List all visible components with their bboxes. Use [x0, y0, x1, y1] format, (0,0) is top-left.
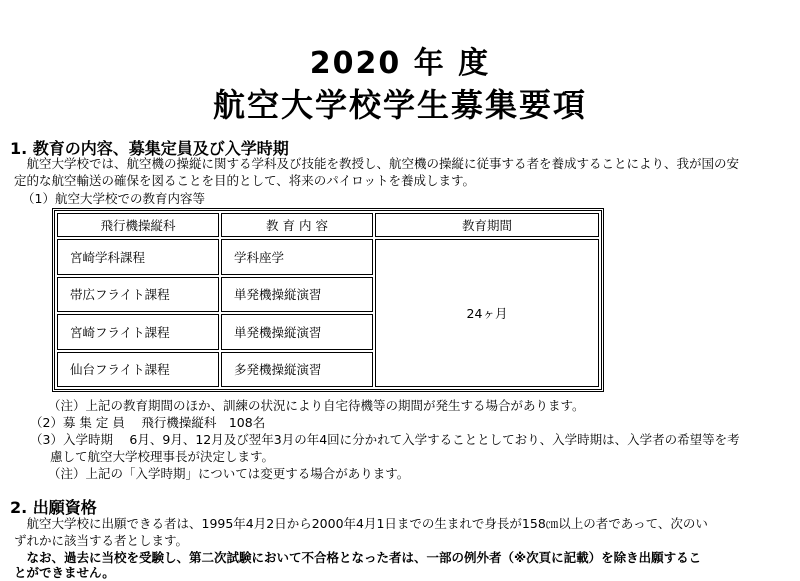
subsection1-label: （1）航空大学校での教育内容等: [22, 191, 205, 206]
title-year: 2020 年 度: [309, 46, 491, 81]
section1-intro-line2: 定的な航空輸送の確保を図ることを目的として、将来のパイロットを養成します。: [14, 173, 476, 188]
subsection3-admission-line1: （3）入学時期 6月、9月、12月及び翌年3月の年4回に分かれて入学することとしており、入学時期は、入学者の希望等を考: [30, 432, 740, 447]
section1-intro-line1: 航空大学校では、航空機の操縦に関する学科及び技能を教授し、航空機の操縦に従事する者を養成することにより、我が国の安: [14, 156, 740, 171]
note-education-period: （注）上記の教育期間のほか、訓練の状況により自宅待機等の期間が発生する場合があります。: [48, 398, 585, 413]
table-header-period: 教育期間: [375, 213, 599, 237]
education-table: [52, 208, 604, 392]
table-row-content: 学科座学: [221, 239, 373, 275]
table-row-course: 宮崎学科課程: [57, 239, 219, 275]
section2-line4: とができません。: [14, 565, 115, 580]
table-period: 24ヶ月: [375, 239, 599, 387]
table-row-content: 単発機操縦演習: [221, 277, 373, 313]
section2-line3: なお、過去に当校を受験し、第二次試験において不合格となった者は、一部の例外者（※次頁に記載）を除き出願するこ: [14, 550, 702, 565]
table-header-course: 飛行機操縦科: [57, 213, 219, 237]
table-row-content: 多発機操縦演習: [221, 352, 373, 388]
section2-heading: 2. 出願資格: [10, 498, 97, 517]
table-row-course: 仙台フライト課程: [57, 352, 219, 388]
section2-line2: ずれかに該当する者とします。: [14, 533, 189, 548]
section2-line1: 航空大学校に出願できる者は、1995年4月2日から2000年4月1日までの生まれで身長が158㎝以上の者であって、次のい: [14, 516, 708, 531]
subsection3-admission-line2: 慮して航空大学校理事長が決定します。: [50, 449, 275, 464]
table-header-content: 教 育 内 容: [221, 213, 373, 237]
table-row-content: 単発機操縦演習: [221, 314, 373, 350]
table-row-course: 宮崎フライト課程: [57, 314, 219, 350]
page-title: 航空大学校学生募集要項: [212, 86, 587, 124]
section1-heading: 1. 教育の内容、募集定員及び入学時期: [10, 139, 289, 158]
subsection2-capacity: （2）募 集 定 員 飛行機操縦科 108名: [30, 415, 266, 430]
note-admission-period: （注）上記の「入学時期」については変更する場合があります。: [48, 466, 410, 481]
table-row-course: 帯広フライト課程: [57, 277, 219, 313]
